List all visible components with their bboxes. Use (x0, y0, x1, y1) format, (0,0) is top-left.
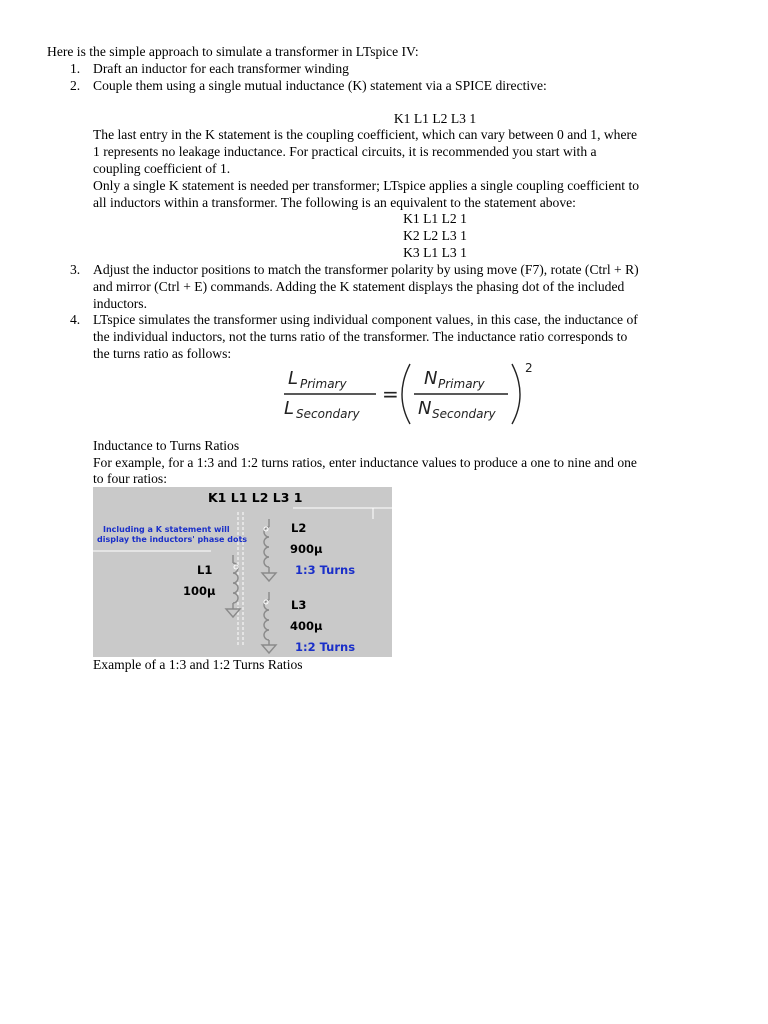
formula-l-primary-sub: Primary (300, 377, 347, 391)
figure-l3-name: L3 (291, 598, 307, 612)
step-3-line-2: and mirror (Ctrl + E) commands. Adding the K statement displays the phasing dot of the included (93, 279, 625, 294)
step-2-number: 2. (70, 78, 81, 93)
figure-l2-value: 900μ (290, 542, 323, 556)
formula-l-secondary: L (284, 398, 295, 419)
ltspice-schematic-figure (93, 487, 392, 657)
step-2-text: Couple them using a single mutual inductance (K) statement via a SPICE directive: (93, 78, 547, 93)
formula-n-primary-sub: Primary (438, 377, 485, 391)
formula-right-paren (512, 364, 520, 424)
figure-l2-turns: 1:3 Turns (295, 563, 356, 577)
equivalent-statement-3: K3 L1 L3 1 (403, 245, 467, 260)
figure-l3-turns: 1:2 Turns (295, 640, 356, 654)
formula-n-primary: N (424, 368, 438, 389)
single-k-para-line-1: Only a single K statement is needed per transformer; LTspice applies a single coupling coefficient to (93, 178, 640, 193)
figure-note-line-1: Including a K statement will (103, 525, 230, 534)
figure-note-line-2: display the inductors' phase dots (97, 535, 248, 544)
step-1-text: Draft an inductor for each transformer winding (93, 61, 349, 76)
coupling-para-line-2: 1 represents no leakage inductance. For practical circuits, it is recommended you start with a (93, 144, 597, 159)
formula-equals: = (382, 382, 399, 406)
step-1-number: 1. (70, 61, 81, 76)
figure-k-label: K1 L1 L2 L3 1 (208, 490, 303, 505)
step-4-number: 4. (70, 312, 81, 327)
formula-l-secondary-sub: Secondary (296, 407, 360, 421)
step-4-line-1: LTspice simulates the transformer using individual component values, in this case, the inductance of (93, 312, 638, 327)
example-para-line-1: For example, for a 1:3 and 1:2 turns ratios, enter inductance values to produce a one to nine and one (93, 455, 637, 470)
figure-l3-value: 400μ (290, 619, 323, 633)
step-4-line-2: the individual inductors, not the turns ratio of the transformer. The inductance ratio corresponds to (93, 329, 628, 344)
formula-graphic (278, 358, 538, 426)
inductance-turns-formula (278, 358, 538, 426)
figure-l1-name: L1 (197, 563, 213, 577)
formula-exponent: 2 (525, 361, 533, 375)
formula-l-primary: L (288, 368, 299, 389)
step-3-line-3: inductors. (93, 296, 147, 311)
k-statement: K1 L1 L2 L3 1 (393, 111, 477, 126)
example-para-line-2: to four ratios: (93, 471, 167, 486)
coupling-para-line-1: The last entry in the K statement is the coupling coefficient, which can vary between 0 and 1, where (93, 127, 638, 142)
formula-left-paren (402, 364, 410, 424)
figure-l2-name: L2 (291, 521, 307, 535)
formula-n-secondary: N (418, 398, 432, 419)
step-4-line-3: the turns ratio as follows: (93, 346, 232, 361)
figure-l1-value: 100μ (183, 584, 216, 598)
equivalent-statement-1: K1 L1 L2 1 (403, 211, 467, 226)
coupling-para-line-3: coupling coefficient of 1. (93, 161, 231, 176)
figure-caption: Example of a 1:3 and 1:2 Turns Ratios (93, 657, 303, 672)
step-3-line-1: Adjust the inductor positions to match the transformer polarity by using move (F7), rotate (Ctrl + R) (93, 262, 639, 277)
single-k-para-line-2: all inductors within a transformer. The following is an equivalent to the statement above: (93, 195, 576, 210)
caption-title: Inductance to Turns Ratios (93, 438, 240, 453)
formula-n-secondary-sub: Secondary (432, 407, 496, 421)
equivalent-statement-2: K2 L2 L3 1 (403, 228, 467, 243)
intro-text: Here is the simple approach to simulate a transformer in LTspice IV: (47, 44, 419, 59)
step-3-number: 3. (70, 262, 81, 277)
